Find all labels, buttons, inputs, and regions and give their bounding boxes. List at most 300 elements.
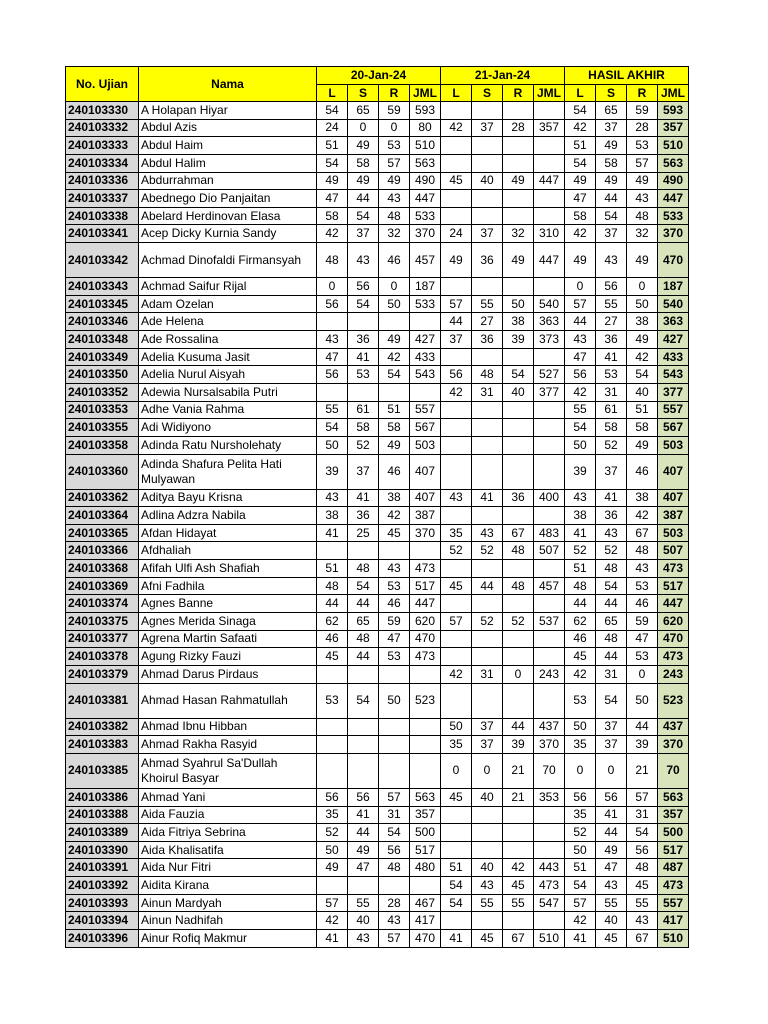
exam-number-cell: 240103394: [66, 912, 139, 930]
day1-s-cell: 58: [348, 419, 379, 437]
final-l-cell: 53: [565, 683, 596, 718]
exam-number-cell: 240103350: [66, 366, 139, 384]
final-l-cell: 62: [565, 613, 596, 631]
final-l-cell: 42: [565, 912, 596, 930]
final-l-cell: 54: [565, 102, 596, 120]
name-cell: Ahmad Rakha Rasyid: [139, 736, 317, 754]
day2-jml-cell: 243: [534, 665, 565, 683]
final-total-cell: 563: [658, 154, 689, 172]
day2-jml-cell: 310: [534, 225, 565, 243]
final-l-cell: 52: [565, 824, 596, 842]
day2-jml-cell: 70: [534, 753, 565, 788]
exam-number-cell: 240103393: [66, 894, 139, 912]
table-row: [66, 190, 689, 208]
day2-s-cell: 37: [472, 718, 503, 736]
day2-s-cell: [472, 154, 503, 172]
day2-s-cell: [472, 278, 503, 296]
day2-r-cell: [503, 806, 534, 824]
day1-l-cell: 53: [317, 683, 348, 718]
exam-number-cell: 240103390: [66, 841, 139, 859]
final-s-cell: 55: [596, 894, 627, 912]
day2-l-cell: 42: [441, 119, 472, 137]
final-total-cell: 377: [658, 383, 689, 401]
day2-l-cell: [441, 683, 472, 718]
final-s-cell: 37: [596, 454, 627, 489]
exam-number-cell: 240103355: [66, 419, 139, 437]
name-cell: Adlina Adzra Nabila: [139, 507, 317, 525]
day2-jml-cell: 473: [534, 877, 565, 895]
table-row: [66, 929, 689, 947]
day1-s-cell: 36: [348, 507, 379, 525]
final-r-cell: 39: [627, 736, 658, 754]
final-total-cell: 503: [658, 436, 689, 454]
final-s-cell: 58: [596, 154, 627, 172]
final-l-cell: 42: [565, 665, 596, 683]
day2-l-cell: [441, 436, 472, 454]
final-r-cell: 45: [627, 877, 658, 895]
day2-jml-cell: 357: [534, 119, 565, 137]
day1-jml-cell: 370: [410, 524, 441, 542]
final-l-cell: 41: [565, 929, 596, 947]
day1-l-cell: 49: [317, 172, 348, 190]
day1-r-cell: 56: [379, 841, 410, 859]
table-row: [66, 859, 689, 877]
day1-s-cell: 49: [348, 172, 379, 190]
name-cell: Afdan Hidayat: [139, 524, 317, 542]
day1-s-cell: 40: [348, 912, 379, 930]
table-row: [66, 524, 689, 542]
final-r-cell: 53: [627, 648, 658, 666]
final-l-cell: 49: [565, 172, 596, 190]
day2-jml-cell: [534, 824, 565, 842]
final-r-cell: 46: [627, 595, 658, 613]
final-total-cell: 620: [658, 613, 689, 631]
day1-r-cell: 57: [379, 788, 410, 806]
final-s-cell: 27: [596, 313, 627, 331]
day2-r-cell: [503, 454, 534, 489]
day2-jml-cell: [534, 348, 565, 366]
table-row: [66, 542, 689, 560]
day1-r-cell: 28: [379, 894, 410, 912]
final-s-cell: 49: [596, 172, 627, 190]
day2-jml-cell: 437: [534, 718, 565, 736]
final-l-cell: 43: [565, 331, 596, 349]
day2-s-cell: 37: [472, 119, 503, 137]
day1-l-cell: [317, 877, 348, 895]
table-row: [66, 507, 689, 525]
day1-jml-cell: 433: [410, 348, 441, 366]
day1-s-cell: [348, 383, 379, 401]
day1-jml-cell: [410, 665, 441, 683]
day1-r-cell: 57: [379, 154, 410, 172]
day1-l-cell: 48: [317, 577, 348, 595]
day1-jml-cell: 80: [410, 119, 441, 137]
final-l-cell: 55: [565, 401, 596, 419]
day2-r-cell: 44: [503, 718, 534, 736]
day1-jml-cell: 470: [410, 630, 441, 648]
table-row: [66, 613, 689, 631]
exam-number-cell: 240103358: [66, 436, 139, 454]
day1-jml-cell: 517: [410, 841, 441, 859]
day1-jml-cell: 523: [410, 683, 441, 718]
final-total-cell: 503: [658, 524, 689, 542]
exam-number-cell: 240103333: [66, 137, 139, 155]
exam-number-cell: 240103360: [66, 454, 139, 489]
final-total-cell: 540: [658, 295, 689, 313]
day1-s-cell: 65: [348, 613, 379, 631]
final-total-cell: 187: [658, 278, 689, 296]
final-l-cell: 57: [565, 295, 596, 313]
day2-l-cell: [441, 190, 472, 208]
day1-l-cell: 56: [317, 295, 348, 313]
day1-s-cell: 37: [348, 454, 379, 489]
name-cell: Agrena Martin Safaati: [139, 630, 317, 648]
day1-jml-cell: [410, 542, 441, 560]
day1-l-cell: 56: [317, 788, 348, 806]
day1-l-cell: [317, 665, 348, 683]
day2-jml-cell: [534, 137, 565, 155]
exam-number-cell: 240103383: [66, 736, 139, 754]
day2-s-cell: 37: [472, 736, 503, 754]
final-l-cell: 52: [565, 542, 596, 560]
day1-jml-cell: 387: [410, 507, 441, 525]
day1-s-cell: 44: [348, 648, 379, 666]
day2-jml-cell: 443: [534, 859, 565, 877]
day2-jml-cell: [534, 560, 565, 578]
day2-l-cell: [441, 154, 472, 172]
final-s-cell: 37: [596, 736, 627, 754]
final-total-cell: 433: [658, 348, 689, 366]
day2-l-cell: 44: [441, 313, 472, 331]
final-l-cell: 47: [565, 348, 596, 366]
day1-s-cell: 0: [348, 119, 379, 137]
table-row: [66, 137, 689, 155]
final-l-cell: 49: [565, 243, 596, 278]
day1-jml-cell: 357: [410, 806, 441, 824]
day2-r-cell: 67: [503, 524, 534, 542]
exam-number-cell: 240103388: [66, 806, 139, 824]
day2-s-cell: [472, 190, 503, 208]
day2-r-cell: [503, 137, 534, 155]
day2-jml-cell: 353: [534, 788, 565, 806]
day2-r-cell: 39: [503, 736, 534, 754]
day1-s-cell: 44: [348, 190, 379, 208]
final-s-cell: 41: [596, 348, 627, 366]
exam-number-cell: 240103375: [66, 613, 139, 631]
exam-number-cell: 240103345: [66, 295, 139, 313]
final-l-cell: 54: [565, 419, 596, 437]
day1-r-cell: 49: [379, 331, 410, 349]
name-cell: Abdul Haim: [139, 137, 317, 155]
day2-r-cell: 49: [503, 172, 534, 190]
day2-l-cell: 35: [441, 524, 472, 542]
day2-l-cell: 52: [441, 542, 472, 560]
day1-r-cell: [379, 383, 410, 401]
final-s-cell: 48: [596, 560, 627, 578]
day1-s-cell: 36: [348, 331, 379, 349]
final-s-cell: 54: [596, 683, 627, 718]
day2-l-cell: 37: [441, 331, 472, 349]
final-total-cell: 370: [658, 736, 689, 754]
table-row: [66, 665, 689, 683]
day1-jml-cell: 563: [410, 154, 441, 172]
final-s-cell: 41: [596, 806, 627, 824]
day2-l-cell: [441, 348, 472, 366]
final-s-cell: 58: [596, 419, 627, 437]
day1-l-cell: [317, 542, 348, 560]
day2-s-cell: [472, 454, 503, 489]
final-total-cell: 470: [658, 243, 689, 278]
day1-l-cell: 48: [317, 243, 348, 278]
day2-jml-cell: [534, 190, 565, 208]
day1-s-cell: 65: [348, 102, 379, 120]
final-s-cell: 44: [596, 648, 627, 666]
day2-l-cell: [441, 102, 472, 120]
results-table: [65, 66, 689, 948]
final-l-cell: 50: [565, 841, 596, 859]
day2-l-cell: 45: [441, 788, 472, 806]
table-row: [66, 366, 689, 384]
day2-l-cell: 54: [441, 894, 472, 912]
final-total-cell: 517: [658, 577, 689, 595]
day1-s-cell: [348, 753, 379, 788]
day1-l-cell: 42: [317, 912, 348, 930]
exam-number-cell: 240103352: [66, 383, 139, 401]
name-cell: Ahmad Ibnu Hibban: [139, 718, 317, 736]
day1-jml-cell: 417: [410, 912, 441, 930]
exam-number-cell: 240103332: [66, 119, 139, 137]
final-r-cell: 48: [627, 542, 658, 560]
day1-l-cell: 43: [317, 489, 348, 507]
day1-jml-cell: 370: [410, 225, 441, 243]
day1-s-cell: 43: [348, 243, 379, 278]
final-total-cell: 563: [658, 788, 689, 806]
final-r-cell: 49: [627, 436, 658, 454]
subheader-s: S: [472, 85, 503, 102]
final-s-cell: 52: [596, 542, 627, 560]
final-r-cell: 38: [627, 313, 658, 331]
final-r-cell: 38: [627, 489, 658, 507]
day2-l-cell: [441, 630, 472, 648]
table-row: [66, 383, 689, 401]
day1-r-cell: [379, 665, 410, 683]
table-row: [66, 718, 689, 736]
day2-l-cell: [441, 841, 472, 859]
name-cell: Agnes Merida Sinaga: [139, 613, 317, 631]
name-cell: Adhe Vania Rahma: [139, 401, 317, 419]
final-r-cell: 50: [627, 683, 658, 718]
day2-s-cell: 31: [472, 383, 503, 401]
day2-jml-cell: [534, 401, 565, 419]
final-total-cell: 407: [658, 489, 689, 507]
final-s-cell: 52: [596, 436, 627, 454]
day2-l-cell: 0: [441, 753, 472, 788]
day2-l-cell: 45: [441, 577, 472, 595]
day1-s-cell: [348, 736, 379, 754]
final-s-cell: 41: [596, 489, 627, 507]
day2-l-cell: 43: [441, 489, 472, 507]
final-r-cell: 57: [627, 154, 658, 172]
day2-jml-cell: [534, 683, 565, 718]
day2-jml-cell: [534, 102, 565, 120]
final-s-cell: 49: [596, 137, 627, 155]
table-row: [66, 894, 689, 912]
day1-r-cell: 54: [379, 824, 410, 842]
table-row: [66, 577, 689, 595]
day2-s-cell: 36: [472, 243, 503, 278]
day2-s-cell: 52: [472, 542, 503, 560]
exam-number-cell: 240103392: [66, 877, 139, 895]
final-total-cell: 357: [658, 806, 689, 824]
day1-s-cell: 56: [348, 278, 379, 296]
final-s-cell: 43: [596, 877, 627, 895]
day2-s-cell: 40: [472, 788, 503, 806]
final-total-cell: 593: [658, 102, 689, 120]
name-cell: Abednego Dio Panjaitan: [139, 190, 317, 208]
final-s-cell: 43: [596, 524, 627, 542]
day1-r-cell: [379, 753, 410, 788]
day1-jml-cell: [410, 313, 441, 331]
day1-r-cell: 0: [379, 119, 410, 137]
final-s-cell: 36: [596, 507, 627, 525]
exam-number-cell: 240103379: [66, 665, 139, 683]
day2-s-cell: 40: [472, 172, 503, 190]
day1-jml-cell: 473: [410, 648, 441, 666]
final-r-cell: 40: [627, 383, 658, 401]
day1-l-cell: 45: [317, 648, 348, 666]
exam-number-cell: 240103381: [66, 683, 139, 718]
day1-l-cell: 57: [317, 894, 348, 912]
name-cell: Abdul Halim: [139, 154, 317, 172]
day2-l-cell: [441, 507, 472, 525]
day1-r-cell: 0: [379, 278, 410, 296]
day1-l-cell: 62: [317, 613, 348, 631]
day1-s-cell: 41: [348, 348, 379, 366]
final-s-cell: 31: [596, 665, 627, 683]
table-row: [66, 824, 689, 842]
header-id: No. Ujian: [66, 67, 139, 102]
day2-l-cell: [441, 595, 472, 613]
table-row: [66, 154, 689, 172]
day2-r-cell: [503, 190, 534, 208]
subheader-s: S: [348, 85, 379, 102]
table-row: [66, 102, 689, 120]
final-r-cell: 55: [627, 894, 658, 912]
subheader-l: L: [317, 85, 348, 102]
day2-r-cell: [503, 648, 534, 666]
final-r-cell: 46: [627, 454, 658, 489]
final-l-cell: 58: [565, 207, 596, 225]
day2-s-cell: 55: [472, 894, 503, 912]
day2-l-cell: 41: [441, 929, 472, 947]
day1-r-cell: 43: [379, 560, 410, 578]
day2-r-cell: 42: [503, 859, 534, 877]
name-cell: Acep Dicky Kurnia Sandy: [139, 225, 317, 243]
day2-s-cell: 31: [472, 665, 503, 683]
final-r-cell: 57: [627, 788, 658, 806]
day1-jml-cell: 480: [410, 859, 441, 877]
day2-l-cell: [441, 824, 472, 842]
final-l-cell: 42: [565, 225, 596, 243]
table-row: [66, 243, 689, 278]
day1-s-cell: [348, 877, 379, 895]
day2-l-cell: 57: [441, 295, 472, 313]
final-s-cell: 37: [596, 718, 627, 736]
day1-jml-cell: 407: [410, 454, 441, 489]
day1-l-cell: 24: [317, 119, 348, 137]
final-total-cell: 473: [658, 560, 689, 578]
name-cell: Adelia Kusuma Jasit: [139, 348, 317, 366]
day1-l-cell: 0: [317, 278, 348, 296]
final-total-cell: 70: [658, 753, 689, 788]
day2-r-cell: [503, 824, 534, 842]
day1-l-cell: 44: [317, 595, 348, 613]
day2-s-cell: 41: [472, 489, 503, 507]
day1-jml-cell: [410, 736, 441, 754]
name-cell: Abelard Herdinovan Elasa: [139, 207, 317, 225]
day2-r-cell: 36: [503, 489, 534, 507]
day1-s-cell: 54: [348, 683, 379, 718]
day2-jml-cell: 400: [534, 489, 565, 507]
final-l-cell: 50: [565, 436, 596, 454]
day1-r-cell: 57: [379, 929, 410, 947]
final-r-cell: 48: [627, 859, 658, 877]
day1-r-cell: 59: [379, 102, 410, 120]
subheader-l: L: [565, 85, 596, 102]
name-cell: Adewia Nursalsabila Putri: [139, 383, 317, 401]
final-l-cell: 35: [565, 806, 596, 824]
final-l-cell: 35: [565, 736, 596, 754]
final-l-cell: 45: [565, 648, 596, 666]
name-cell: Aida Fitriya Sebrina: [139, 824, 317, 842]
name-cell: Adinda Ratu Nursholehaty: [139, 436, 317, 454]
final-r-cell: 28: [627, 119, 658, 137]
day1-s-cell: 48: [348, 560, 379, 578]
day2-s-cell: [472, 683, 503, 718]
exam-number-cell: 240103377: [66, 630, 139, 648]
header-date-2: 21-Jan-24: [441, 67, 565, 85]
final-r-cell: 32: [627, 225, 658, 243]
final-total-cell: 533: [658, 207, 689, 225]
name-cell: Agnes Banne: [139, 595, 317, 613]
final-s-cell: 48: [596, 630, 627, 648]
day2-r-cell: 21: [503, 753, 534, 788]
final-s-cell: 55: [596, 295, 627, 313]
name-cell: Ahmad Syahrul Sa'Dullah Khoirul Basyar: [139, 753, 317, 788]
day2-l-cell: 45: [441, 172, 472, 190]
final-s-cell: 56: [596, 278, 627, 296]
day1-s-cell: 52: [348, 436, 379, 454]
final-total-cell: 543: [658, 366, 689, 384]
name-cell: A Holapan Hiyar: [139, 102, 317, 120]
day2-r-cell: [503, 560, 534, 578]
day2-jml-cell: 373: [534, 331, 565, 349]
day2-jml-cell: [534, 436, 565, 454]
day1-l-cell: [317, 313, 348, 331]
final-l-cell: 48: [565, 577, 596, 595]
day2-l-cell: 57: [441, 613, 472, 631]
exam-number-cell: 240103374: [66, 595, 139, 613]
day1-jml-cell: 517: [410, 577, 441, 595]
table-row: [66, 683, 689, 718]
final-l-cell: 42: [565, 383, 596, 401]
day2-s-cell: [472, 824, 503, 842]
exam-number-cell: 240103341: [66, 225, 139, 243]
day1-l-cell: 58: [317, 207, 348, 225]
final-total-cell: 427: [658, 331, 689, 349]
table-row: [66, 648, 689, 666]
final-l-cell: 57: [565, 894, 596, 912]
